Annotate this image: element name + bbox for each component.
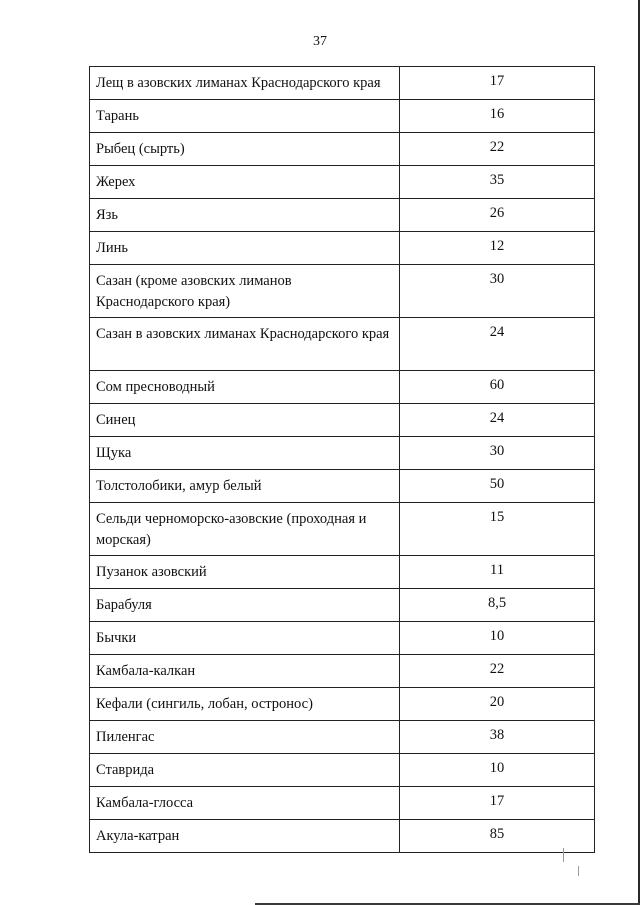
fish-name: Сазан (кроме азовских лиманов Краснодарского края) — [90, 265, 400, 318]
fish-name: Тарань — [90, 100, 400, 133]
fish-value: 85 — [400, 820, 595, 853]
fish-table — [89, 66, 595, 853]
fish-name: Линь — [90, 232, 400, 265]
fish-value: 26 — [400, 199, 595, 232]
fish-value: 30 — [400, 437, 595, 470]
table-row — [90, 754, 595, 787]
fish-name: Сазан в азовских лиманах Краснодарского края — [90, 318, 400, 371]
table-row — [90, 199, 595, 232]
table-row — [90, 100, 595, 133]
fish-value: 16 — [400, 100, 595, 133]
table-row — [90, 787, 595, 820]
fish-value: 12 — [400, 232, 595, 265]
fish-value: 15 — [400, 503, 595, 556]
fish-name: Камбала-глосса — [90, 787, 400, 820]
fish-name: Ставрида — [90, 754, 400, 787]
table-row — [90, 67, 595, 100]
fish-name: Рыбец (сырть) — [90, 133, 400, 166]
table-row — [90, 470, 595, 503]
fish-value: 17 — [400, 787, 595, 820]
fish-value: 38 — [400, 721, 595, 754]
scan-mark — [563, 848, 564, 862]
fish-value: 17 — [400, 67, 595, 100]
table-row — [90, 820, 595, 853]
table-row — [90, 556, 595, 589]
fish-value: 10 — [400, 622, 595, 655]
fish-name: Щука — [90, 437, 400, 470]
table-row — [90, 437, 595, 470]
fish-name: Камбала-калкан — [90, 655, 400, 688]
scan-mark — [578, 866, 579, 876]
table-row — [90, 721, 595, 754]
fish-name: Синец — [90, 404, 400, 437]
table-row — [90, 404, 595, 437]
fish-name: Пиленгас — [90, 721, 400, 754]
fish-name: Барабуля — [90, 589, 400, 622]
table-row — [90, 503, 595, 556]
fish-value: 11 — [400, 556, 595, 589]
fish-value: 20 — [400, 688, 595, 721]
fish-name: Пузанок азовский — [90, 556, 400, 589]
table-row — [90, 318, 595, 371]
table-row — [90, 133, 595, 166]
fish-value: 24 — [400, 404, 595, 437]
table-row — [90, 232, 595, 265]
fish-value: 30 — [400, 265, 595, 318]
fish-name: Жерех — [90, 166, 400, 199]
fish-name: Кефали (сингиль, лобан, остронос) — [90, 688, 400, 721]
table-row — [90, 265, 595, 318]
fish-value: 8,5 — [400, 589, 595, 622]
table-row — [90, 371, 595, 404]
table-row — [90, 655, 595, 688]
fish-value: 60 — [400, 371, 595, 404]
table-row — [90, 589, 595, 622]
fish-name: Лещ в азовских лиманах Краснодарского края — [90, 67, 400, 100]
fish-name: Толстолобики, амур белый — [90, 470, 400, 503]
fish-value: 10 — [400, 754, 595, 787]
fish-name: Язь — [90, 199, 400, 232]
fish-name: Сом пресноводный — [90, 371, 400, 404]
fish-value: 35 — [400, 166, 595, 199]
table-row — [90, 166, 595, 199]
fish-name: Сельди черноморско-азовские (проходная и морская) — [90, 503, 400, 556]
table-row — [90, 688, 595, 721]
fish-value: 22 — [400, 133, 595, 166]
fish-value: 24 — [400, 318, 595, 371]
fish-name: Бычки — [90, 622, 400, 655]
fish-value: 50 — [400, 470, 595, 503]
fish-value: 22 — [400, 655, 595, 688]
page-number: 37 — [313, 34, 327, 49]
table-row — [90, 622, 595, 655]
fish-name: Акула-катран — [90, 820, 400, 853]
